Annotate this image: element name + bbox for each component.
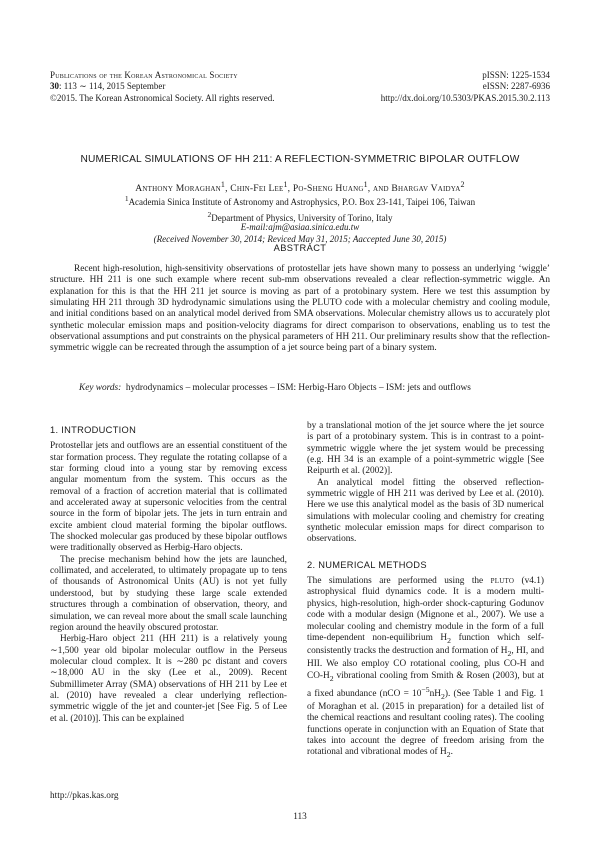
affil-mark: 1 [124, 194, 129, 203]
subscript: 2 [507, 648, 512, 658]
subscript: 2 [440, 691, 445, 701]
volume-line [50, 81, 275, 92]
text-run: , HI, and HII. We also employ CO rotational cooling, plus CO-H and CO-H [307, 646, 545, 681]
keywords-label: Key words: [79, 383, 122, 393]
text-run: nH [429, 688, 441, 699]
subscript: 2 [329, 673, 334, 683]
contact-email[interactable]: E-mail:ajm@asiaa.sinica.edu.tw [240, 222, 360, 232]
abstract-text: Recent high-resolution, high-sensitivity observations of protostellar jets have shown many to possess an underlying ‘wiggle’ structure. HH 211 is one such example where recent sub-mm observations revealed a clear reflection-symmetric wiggle. An explanation for this is that the HH 211 jet source is moving as part of a protobinary system. Here we test this assumption by simulating HH 211 through 3D hydrodynamic simulations using the PLUTO code with a molecular chemistry and cooling module, and initial conditions based on an analytical model derived from SMA observations. Molecular chemistry allows us to accurately plot synthetic molecular emission maps and position-velocity diagrams for direct comparison to observations, enabling us to test the observational assumptions and put constraints on the physical parameters of HH 211. Our preliminary results show that the reflection-symmetric wiggle can be recreated through the assumption of a jet source being part of a binary system. [50, 264, 550, 354]
affil-text: Academia Sinica Institute of Astronomy and Astrophysics, P.O. Box 23-141, Taipei 106, Taiwan [128, 197, 476, 207]
author-name: Po-Sheng Huang [292, 183, 364, 195]
author-affil-mark: 1 [363, 180, 368, 189]
text-run: . [450, 747, 453, 758]
paragraph: An analytical model fitting the observed reflection-symmetric wiggle of HH 211 was derived by Lee et al. (2010). Here we use this analytical model as the basis of 3D numerical simulations with molecular cooling and chemistry for creating synthetic molecular emission maps for direct comparison to observations. [307, 477, 544, 545]
author-separator: , [225, 183, 231, 195]
pages-date: : 113 ∼ 114, 2015 September [59, 81, 166, 92]
text-run: ). (See Table 1 and Fig. 1 of Moraghan et al. (2015 in preparation) for a detailed list of the chemical reactions and resultant cooling rates). The cooling functions operate in conjunction with an Equation of State that takes into account the degree of freedom arising from the rotational and vibrational modes of H [307, 688, 544, 758]
author-name: Bhargav Vaidya [391, 183, 461, 195]
subscript: 2 [447, 635, 452, 645]
author-affil-mark: 2 [460, 180, 465, 189]
keywords-list: hydrodynamics – molecular processes – ISM: Herbig-Haro Objects – ISM: jets and outflows [125, 383, 471, 393]
eissn: eISSN: 2287-6936 [482, 81, 550, 92]
right-column [307, 421, 544, 761]
pissn: pISSN: 1225-1534 [482, 70, 550, 80]
page-number: 113 [293, 812, 307, 822]
author-separator: , [287, 183, 293, 195]
paragraph: Herbig-Haro object 211 (HH 211) is a relatively young ∼1,500 year old bipolar molecular outflow in the Perseus molecular cloud complex. It is ∼280 pc distant and covers ∼18,000 AU in the sky (Lee et al., 2009). Recent Submillimeter Array (SMA) observations of HH 211 by Lee et al. (2010) have revealed a clear underlying reflection-symmetric wiggle of the jet and counter-jet [See Fig. 5 of Lee et al. (2010)]. This can be explained [50, 634, 287, 724]
paragraph-methods [307, 576, 544, 761]
code-name: pluto [490, 576, 515, 587]
keywords [79, 383, 559, 393]
volume-number: 30 [50, 81, 59, 92]
affiliation-1 [0, 193, 600, 209]
author-affil-mark: 1 [283, 180, 288, 189]
section-heading-introduction: 1. INTRODUCTION [50, 425, 137, 435]
copyright: ©2015. The Korean Astronomical Society. All rights reserved. [50, 92, 275, 103]
text-run: (v4.1) astrophysical fluid dynamics code. It is a modern multi-physics, high-resolution, high-order shock-capturing Godunov code with a modular design (Mignone et al., 2007). We use a molecular cooling and chemistry module in the form of a full time-dependent non-equilibrium H [307, 576, 544, 643]
author-name: Chin-Fei Lee [230, 183, 284, 195]
text-run: function which self-consistently tracks the destruction and formation of H [307, 632, 544, 657]
author-name: Anthony Moraghan [135, 183, 221, 195]
paragraph: Protostellar jets and outflows are an essential constituent of the star formation process. They regulate the rotating collapse of a star forming cloud into a young star by removing excess angular momentum from the system. This occurs as the removal of a fraction of accretion material that is collimated and accelerated away at supersonic velocities from the central source in the form of bipolar jets. The jets in turn entrain and excite ambient cloud material forming the bipolar outflows. The shocked molecular gas produced by these bipolar outflows were traditionally observed as Herbig-Haro objects. [50, 441, 287, 554]
author-affil-mark: 1 [220, 180, 226, 189]
author-separator: , and [367, 183, 392, 195]
issn-block [381, 70, 550, 104]
received-dates: (Received November 30, 2014; Reviced May 31, 2015; Aaccepted June 30, 2015) [153, 234, 447, 244]
affil-mark: 2 [207, 209, 212, 219]
paper-title: NUMERICAL SIMULATIONS OF HH 211: A REFLECTION-SYMMETRIC BIPOLAR OUTFLOW [80, 154, 520, 165]
superscript: −5 [421, 684, 430, 694]
footer-url[interactable]: http://pkas.kas.org [50, 791, 119, 801]
subscript: 2 [446, 750, 451, 760]
abstract-heading: ABSTRACT [273, 243, 327, 253]
affiliations [0, 193, 600, 224]
left-column [50, 425, 287, 725]
paragraph: The precise mechanism behind how the jets are launched, collimated, and accelerated, to ultimately propagate up to tens of thousands of Astronomical Units (AU) is not yet fully understood, but by studying these large scale extended structures through a combination of observation, theory, and simulation, we can reveal more about the small scale launching region around the heavily obscured protostar. [50, 554, 287, 633]
journal-header [50, 70, 275, 104]
paragraph: by a translational motion of the jet source where the jet source is part of a protobinary system. This is in contrast to a point-symmetric wiggle where the jet system would be precessing (e.g. HH 34 is an example of a point-symmetric wiggle [See Reipurth et al. (2002)]. [307, 421, 544, 477]
text-run: vibrational cooling from Smith & Rosen (2003), but at a fixed abundance (nCO = 10 [307, 670, 544, 699]
text-run: The simulations are performed using the [307, 576, 491, 587]
doi-link[interactable]: http://dx.doi.org/10.5303/PKAS.2015.30.2.113 [380, 92, 550, 103]
section-heading-numerical-methods: 2. NUMERICAL METHODS [307, 559, 427, 570]
affil-text: Department of Physics, University of Torino, Italy [211, 212, 393, 223]
journal-name: Publications of the Korean Astronomical Society [50, 70, 238, 80]
